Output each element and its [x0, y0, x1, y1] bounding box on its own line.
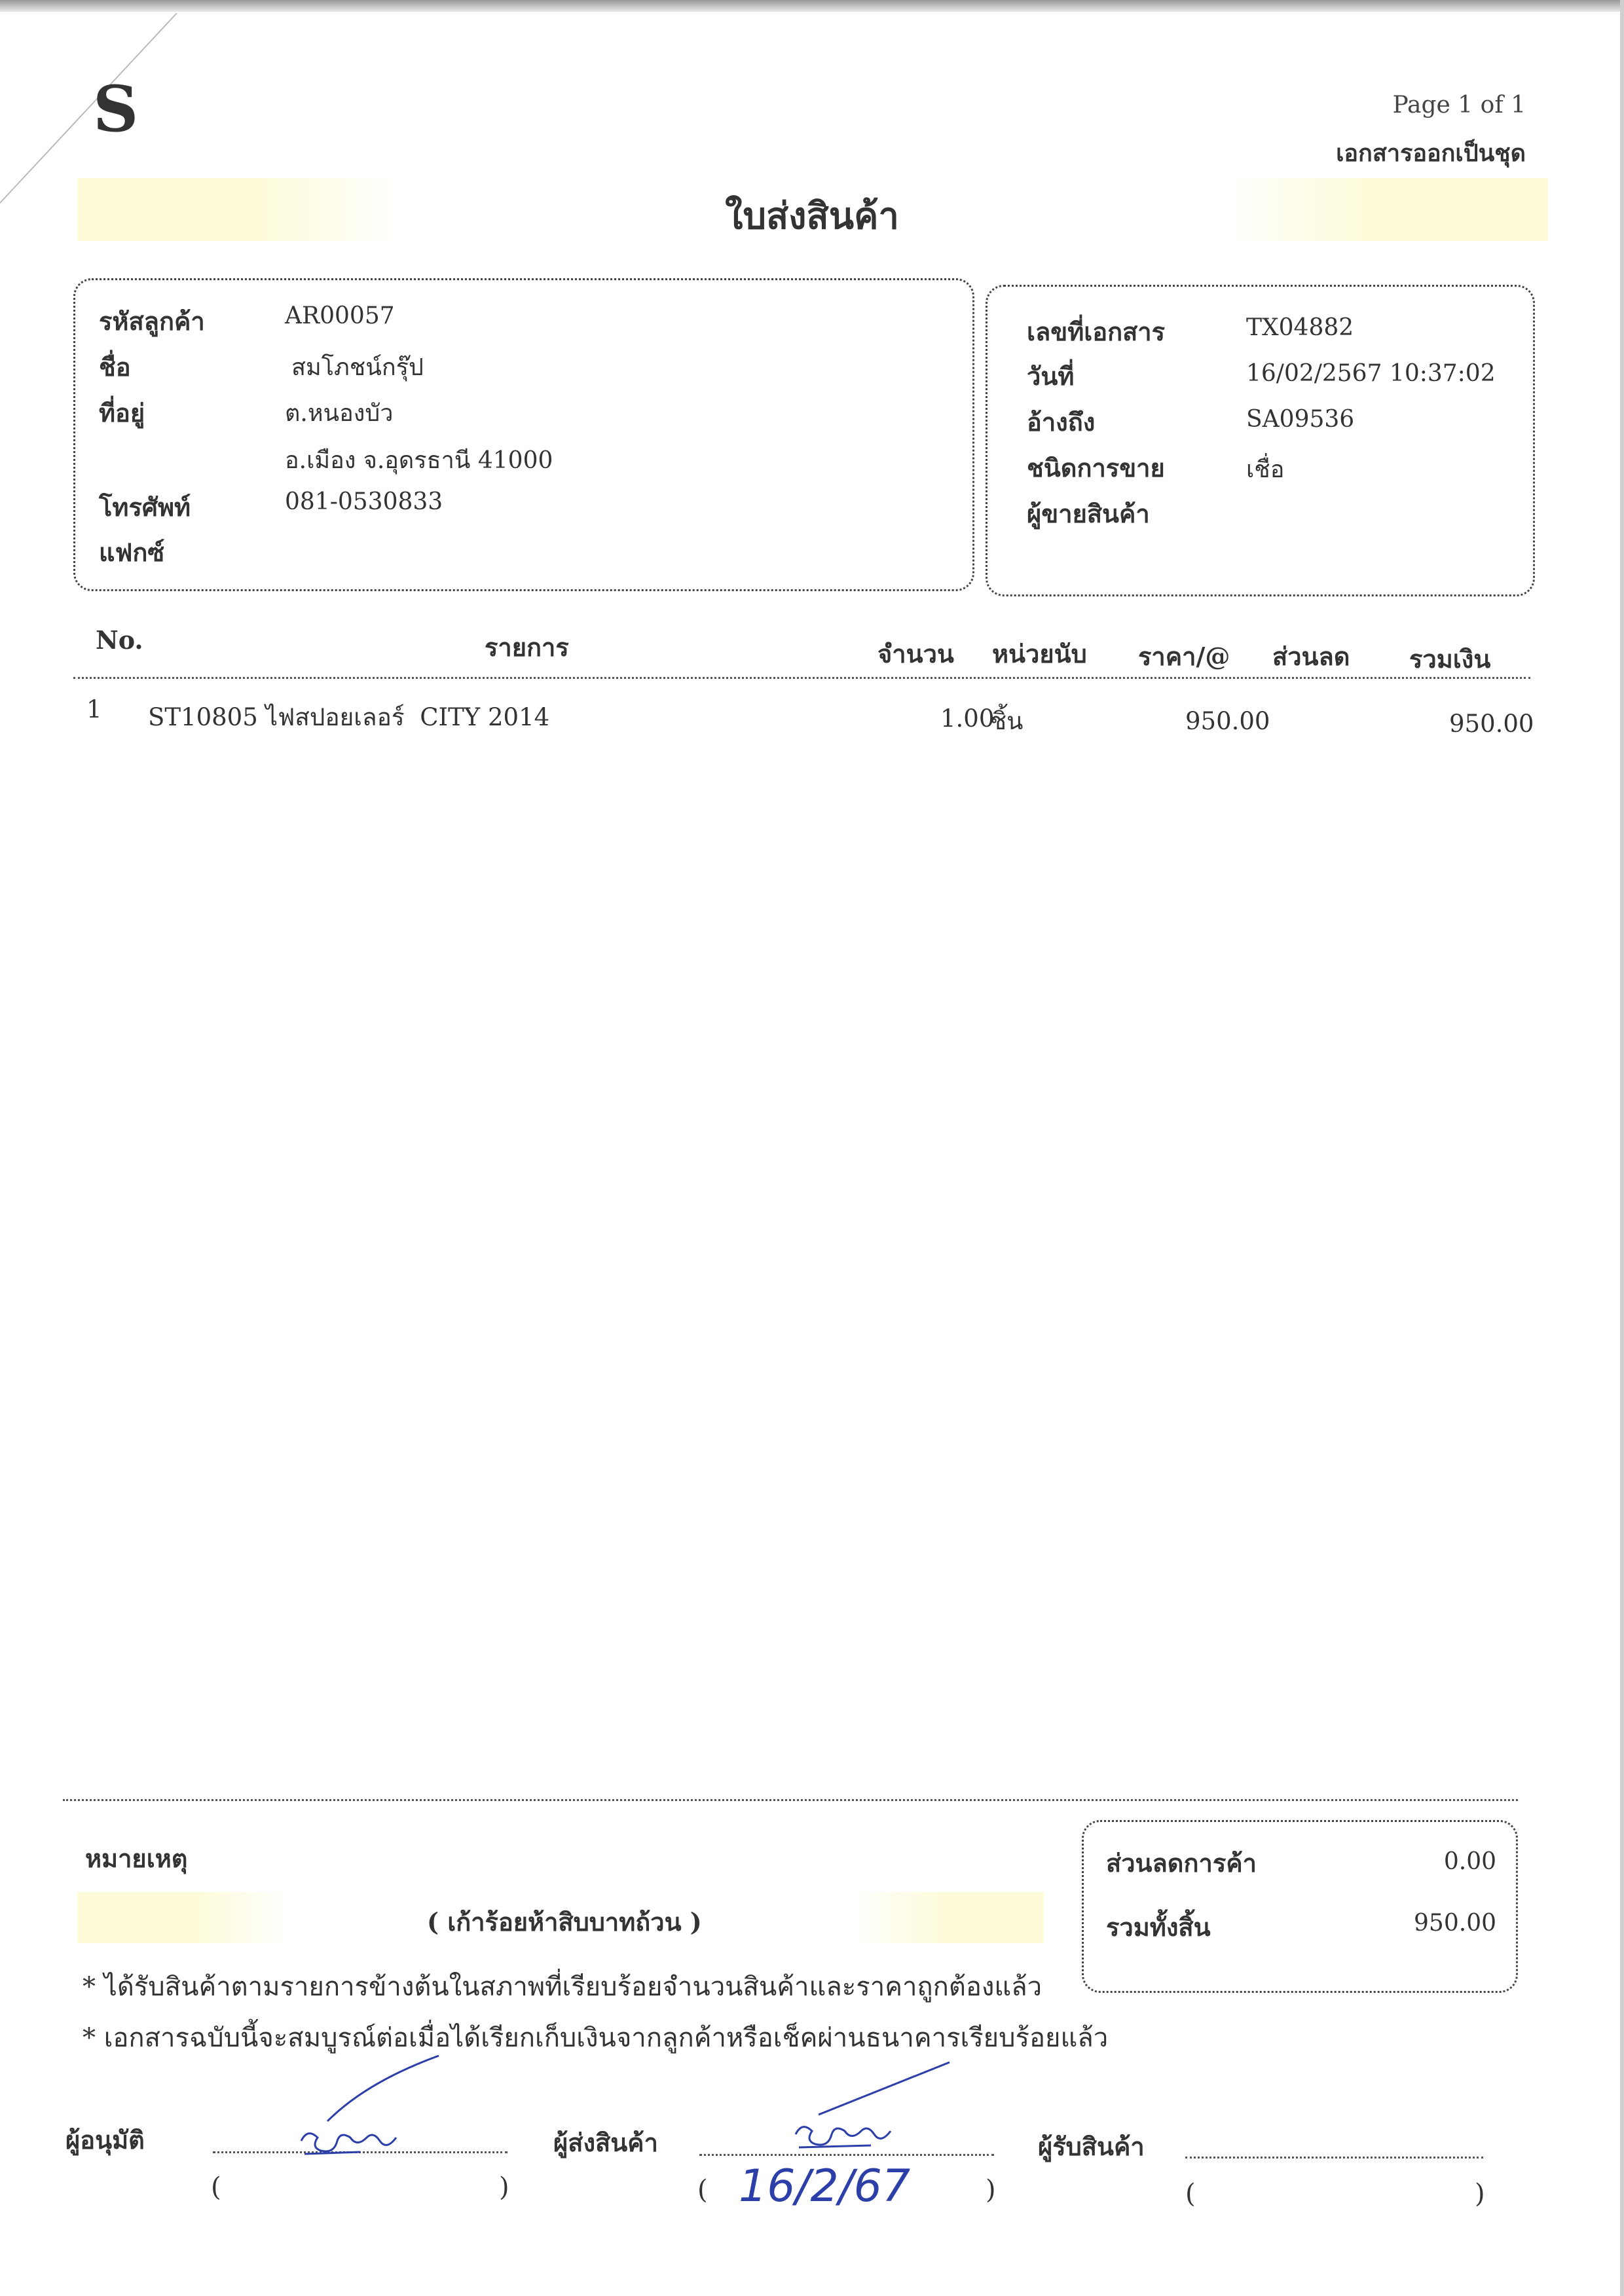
- document-info-box: [986, 285, 1535, 596]
- seller-label: ผู้ขายสินค้า: [1027, 499, 1150, 528]
- customer-address-line2: อ.เมือง จ.อุดรธานี 41000: [285, 447, 553, 474]
- row-price: 950.00: [1185, 707, 1270, 735]
- customer-phone: 081-0530833: [285, 488, 443, 515]
- scan-right-edge: [1620, 0, 1624, 2296]
- row-qty: 1.00: [940, 704, 995, 733]
- customer-name: สมโภชน์กรุ๊ป: [291, 354, 424, 381]
- approver-label: ผู้อนุมัติ: [65, 2125, 145, 2155]
- scan-top-edge: [0, 0, 1624, 12]
- trade-discount-label: ส่วนลดการค้า: [1106, 1848, 1257, 1878]
- doc-ref-label: อ้างถึง: [1027, 407, 1096, 437]
- sender-signature: [773, 2049, 969, 2160]
- col-header-unit: หน่วยนับ: [992, 639, 1087, 668]
- customer-fax-label: แฟกซ์: [99, 538, 165, 567]
- customer-info-box: [73, 278, 974, 591]
- receipt-note: * ได้รับสินค้าตามรายการข้างต้นในสภาพที่เรียบร้อยจำนวนสินค้าและราคาถูกต้องแล้ว: [83, 1972, 1043, 2002]
- customer-name-label: ชื่อ: [99, 352, 131, 382]
- col-header-price: ราคา/@: [1138, 642, 1230, 671]
- doc-date: 16/02/2567 10:37:02: [1246, 360, 1496, 387]
- col-header-qty: จำนวน: [877, 639, 954, 668]
- approver-signature: [288, 2043, 452, 2174]
- row-total: 950.00: [1449, 710, 1534, 738]
- page-number: Page 1 of 1: [1392, 92, 1526, 118]
- doc-number-label: เลขที่เอกสาร: [1027, 317, 1166, 346]
- customer-phone-label: โทรศัพท์: [99, 492, 191, 522]
- footer-rule: [63, 1799, 1518, 1801]
- company-logo: S: [93, 72, 139, 146]
- grand-total-label: รวมทั้งสิ้น: [1106, 1912, 1211, 1942]
- sender-open-paren: (: [697, 2175, 708, 2205]
- receiver-signature-line: [1185, 2157, 1483, 2159]
- sender-label: ผู้ส่งสินค้า: [553, 2128, 658, 2157]
- trade-discount-value: 0.00: [1443, 1848, 1496, 1875]
- row-unit: ชิ้น: [990, 707, 1024, 735]
- receiver-close-paren: ): [1475, 2179, 1485, 2209]
- col-header-total: รวมเงิน: [1409, 644, 1491, 674]
- doc-ref: SA09536: [1246, 406, 1355, 433]
- approver-open-paren: (: [211, 2172, 221, 2202]
- handwritten-date: 16/2/67: [739, 2160, 911, 2212]
- customer-code-label: รหัสลูกค้า: [99, 306, 205, 336]
- col-header-item: รายการ: [485, 632, 569, 662]
- row-item: ST10805 ไฟสปอยเลอร์ CITY 2014: [148, 703, 550, 731]
- sale-type-label: ชนิดการขาย: [1027, 453, 1165, 483]
- sale-type: เชื่อ: [1246, 456, 1285, 483]
- col-header-discount: ส่วนลด: [1272, 642, 1350, 671]
- receiver-open-paren: (: [1185, 2179, 1196, 2209]
- row-no: 1: [86, 695, 102, 723]
- table-header-rule: [73, 677, 1530, 679]
- document-set-note: เอกสารออกเป็นชุด: [1336, 139, 1526, 167]
- totals-box: [1082, 1820, 1518, 1993]
- sender-close-paren: ): [986, 2175, 996, 2205]
- amount-in-words: ( เก้าร้อยห้าสิบบาทถ้วน ): [427, 1907, 702, 1937]
- approver-close-paren: ): [499, 2172, 509, 2202]
- customer-address-line1: ต.หนองบัว: [285, 400, 394, 427]
- payment-note: * เอกสารฉบับนี้จะสมบูรณ์ต่อเมื่อได้เรียกเก็บเงินจากลูกค้าหรือเช็คผ่านธนาคารเรียบร้อยแล้ว: [83, 2023, 1109, 2053]
- doc-date-label: วันที่: [1027, 361, 1075, 391]
- grand-total-value: 950.00: [1414, 1910, 1496, 1937]
- receiver-label: ผู้รับสินค้า: [1038, 2132, 1145, 2161]
- customer-code: AR00057: [285, 302, 395, 329]
- doc-number: TX04882: [1246, 314, 1354, 341]
- document-title: ใบส่งสินค้า: [725, 194, 899, 238]
- col-header-no: No.: [96, 625, 143, 655]
- remark-label: หมายเหตุ: [85, 1844, 188, 1873]
- customer-address-label: ที่อยู่: [99, 398, 145, 428]
